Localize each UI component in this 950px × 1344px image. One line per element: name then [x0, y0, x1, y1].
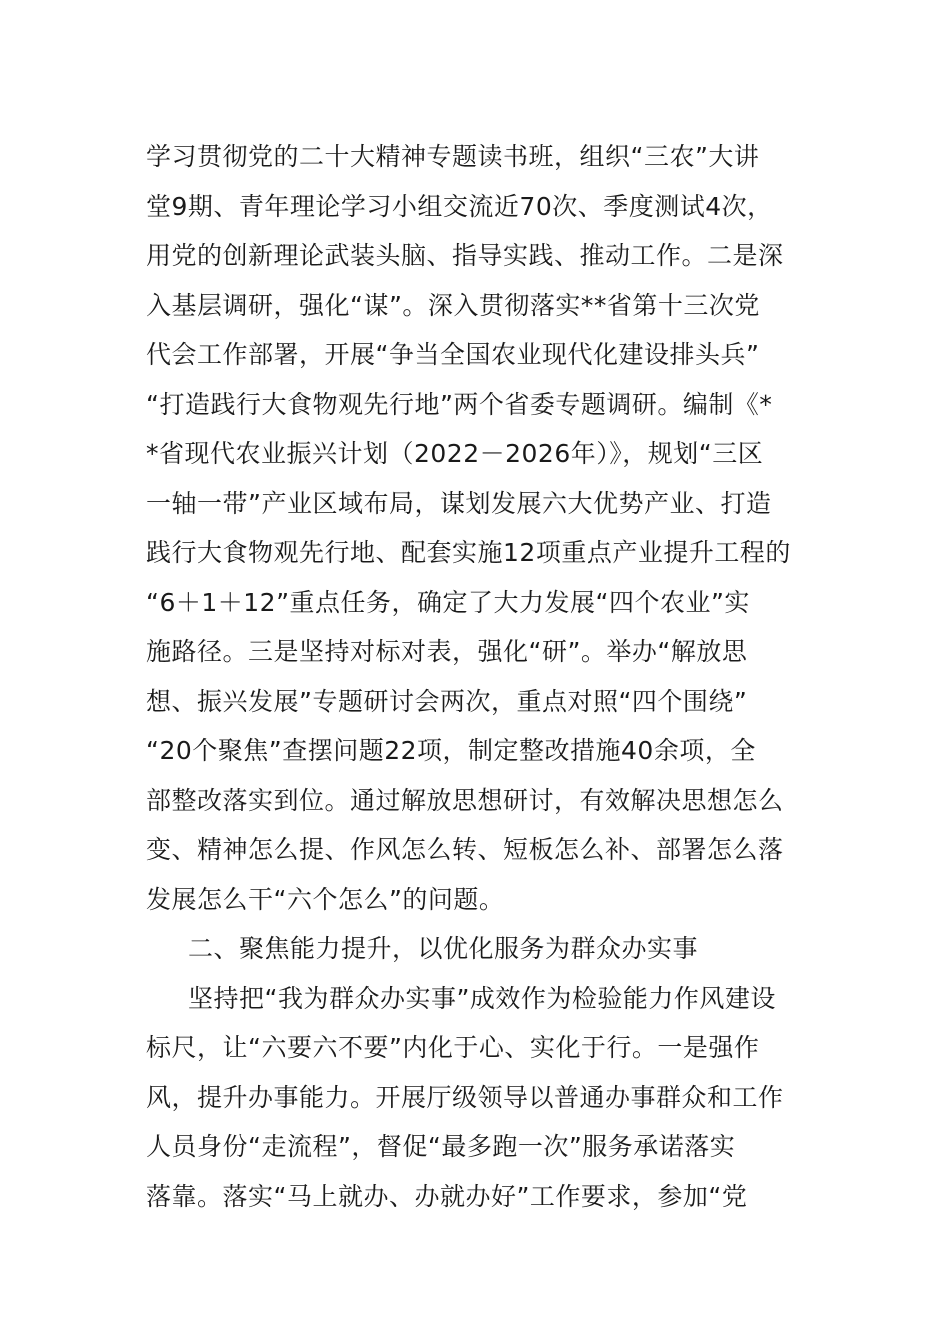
- text-line: 代会工作部署，开展“争当全国农业现代化建设排头兵”: [146, 340, 760, 369]
- text-line: 一轴一带”产业区域布局，谋划发展六大优势产业、打造: [146, 488, 772, 518]
- text-line: 入基层调研，强化“谋”。深入贯彻落实**省第十三次党: [146, 290, 760, 320]
- document-body: [146, 132, 816, 1221]
- text-line: 用党的创新理论武装头脑、指导实践、推动工作。二是深: [146, 241, 784, 270]
- text-line: 堂9期、青年理论学习小组交流近70次、季度测试4次，: [146, 191, 773, 221]
- text-line: “打造践行大食物观先行地”两个省委专题调研。编制《*: [146, 389, 773, 419]
- text-line: 风，提升办事能力。开展厅级领导以普通办事群众和工作: [146, 1082, 784, 1112]
- section-heading: 二、聚焦能力提升，以优化服务为群众办实事: [188, 934, 699, 963]
- text-line: 标尺，让“六要六不要”内化于心、实化于行。一是强作: [146, 1033, 760, 1062]
- text-line: “20个聚焦”查摆问题22项，制定整改措施40余项，全: [146, 736, 756, 765]
- text-line: 变、精神怎么提、作风怎么转、短板怎么补、部署怎么落: [146, 835, 784, 864]
- text-line: 部整改落实到位。通过解放思想研讨，有效解决思想怎么: [146, 785, 784, 815]
- text-line: 践行大食物观先行地、配套实施12项重点产业提升工程的: [146, 538, 791, 567]
- text-line: 想、振兴发展”专题研讨会两次，重点对照“四个围绕”: [146, 686, 748, 716]
- text-line: “6＋1＋12”重点任务，确定了大力发展“四个农业”实: [146, 587, 750, 617]
- text-line: 人员身份“走流程”，督促“最多跑一次”服务承诺落实: [146, 1132, 736, 1161]
- text-line: 坚持把“我为群众办实事”成效作为检验能力作风建设: [188, 983, 776, 1013]
- text-line: *省现代农业振兴计划（2022－2026年）》，规划“三区: [146, 439, 764, 468]
- text-line: 发展怎么干“六个怎么”的问题。: [146, 884, 505, 914]
- text-line: 落靠。落实“马上就办、办就办好”工作要求，参加“党: [146, 1181, 748, 1211]
- text-line: 施路径。三是坚持对标对表，强化“研”。举办“解放思: [146, 637, 748, 666]
- text-line: 学习贯彻党的二十大精神专题读书班，组织“三农”大讲: [146, 142, 760, 171]
